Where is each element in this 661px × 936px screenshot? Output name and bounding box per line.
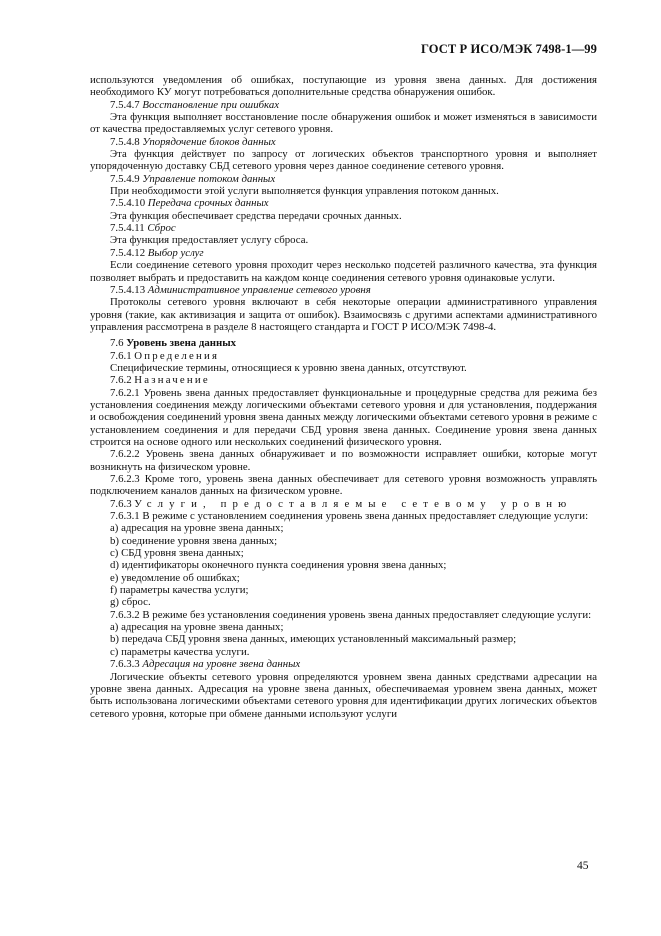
list-item: c) СБД уровня звена данных; (110, 547, 244, 560)
paragraph: Протоколы сетевого уровня включают в себя некоторые операции административного управления уровня (такие, как активизация и защита от ошибок). Взаимосвязь с другими аспектами административного управления рассмотрена в разделе 8 настоящего стандарта и ГОСТ Р ИСО/МЭК 7498-4. (90, 296, 597, 333)
section-heading-7-5-4-10 (90, 197, 597, 209)
section-heading-7-6-2 (90, 374, 597, 386)
section-number: 7.5.4.12 (110, 246, 146, 259)
section-title: Назначение (134, 374, 210, 387)
section-title: Восстановление при ошибках (142, 98, 280, 111)
section-title: Услуги, предоставляемые сетевому уровню (134, 497, 573, 510)
section-number: 7.5.4.10 (110, 197, 146, 210)
section-number: 7.6.3.3 (110, 658, 140, 671)
section-number: 7.6.1 (110, 349, 132, 362)
section-title: Управление потоком данных (142, 172, 276, 185)
section-number: 7.6.3 (110, 497, 132, 510)
running-header: ГОСТ Р ИСО/МЭК 7498-1—99 (421, 42, 597, 56)
section-heading-7-5-4-11 (90, 222, 597, 234)
list-item: b) соединение уровня звена данных; (110, 534, 278, 547)
section-number: 7.5.4.11 (110, 222, 145, 235)
section-heading-7-5-4-13 (90, 284, 597, 296)
paragraph: Специфические термины, относящиеся к уровню звена данных, отсутствуют. (110, 361, 467, 374)
list-item: e) уведомление об ошибках; (110, 571, 240, 584)
list-item: f) параметры качества услуги; (110, 584, 249, 597)
section-title: Административное управление сетевого уровня (147, 283, 371, 296)
paragraph: 7.6.2.3 Кроме того, уровень звена данных обеспечивает для сетевого уровня возможность управлять подключением каналов данных на физическом уровне. (90, 473, 597, 498)
section-number: 7.5.4.9 (110, 172, 140, 185)
list-item: b) передача СБД уровня звена данных, имеющих установленный максимальный размер; (110, 633, 517, 646)
section-title: Определения (134, 349, 220, 362)
section-heading-7-6-3 (90, 498, 597, 510)
paragraph: При необходимости этой услуги выполняется функция управления потоком данных. (110, 185, 499, 198)
section-title: Выбор услуг (147, 246, 204, 259)
list-item: g) сброс. (110, 596, 151, 609)
section-heading-7-5-4-7 (90, 99, 597, 111)
section-number: 7.5.4.7 (110, 98, 140, 111)
paragraph: Эта функция обеспечивает средства передачи срочных данных. (110, 209, 402, 222)
section-number: 7.5.4.8 (110, 135, 140, 148)
paragraph: Эта функция выполняет восстановление после обнаружения ошибок и может изменяться в зависимости от качества предоставляемых услуг сетевого уровня. (90, 111, 597, 136)
section-number: 7.6 (110, 337, 124, 350)
paragraph: 7.6.3.1 В режиме с установлением соединения уровень звена данных предоставляет следующие услуги: (110, 510, 589, 523)
paragraph: 7.6.2.2 Уровень звена данных обнаруживает и по возможности исправляет ошибки, которые могут возникнуть на физическом уровне. (90, 448, 597, 473)
paragraph: 7.6.3.2 В режиме без установления соединения уровень звена данных предоставляет следующие услуги: (110, 608, 592, 621)
section-title: Адресация на уровне звена данных (142, 658, 301, 671)
section-number: 7.5.4.13 (110, 283, 146, 296)
section-title: Передача срочных данных (147, 197, 269, 210)
section-title: Уровень звена данных (126, 337, 237, 350)
paragraph: 7.6.2.1 Уровень звена данных предоставляет функциональные и процедурные средства для режима без установления соединения между логическими объектами сетевого уровня и для установления, поддержания и освобождения соединений уровня звена данных между логическими объектами сетевого уровня в режиме с установлением соединения и для передачи СБД уровня звена данных. Соединение уровня звена данных строится на основе одного или нескольких соединений физического уровня. (90, 386, 597, 448)
paragraph: Эта функция предоставляет услугу сброса. (110, 234, 309, 247)
list-item: d) идентификаторы оконечного пункта соединения уровня звена данных; (110, 559, 447, 572)
section-heading-7-6-1 (90, 350, 597, 362)
paragraph: Если соединение сетевого уровня проходит через несколько подсетей различного качества, эта функция позволяет выбрать и предоставить на каждом конце соединения сетевого уровня одинаковые услуги. (90, 259, 597, 284)
paragraph: используются уведомления об ошибках, поступающие из уровня звена данных. Для достижения необходимого КУ могут потребоваться дополнительные средства обнаружения ошибок. (90, 74, 597, 99)
section-number: 7.6.2 (110, 374, 132, 387)
section-heading-7-5-4-12 (90, 247, 597, 259)
list-item: c) параметры качества услуги. (110, 645, 250, 658)
section-heading-7-6 (90, 337, 597, 349)
page-number: 45 (577, 860, 589, 872)
list-item: a) адресация на уровне звена данных; (110, 621, 284, 634)
section-heading-7-5-4-9 (90, 173, 597, 185)
page-body (90, 74, 597, 720)
paragraph: Эта функция действует по запросу от логических объектов транспортного уровня и выполняет упорядоченную доставку СБД сетевого уровня через данное соединение сетевого уровня. (90, 148, 597, 173)
section-heading-7-6-3-3 (90, 658, 597, 670)
section-title: Сброс (147, 222, 176, 235)
section-title: Упорядочение блоков данных (142, 135, 276, 148)
section-heading-7-5-4-8 (90, 136, 597, 148)
list-item: a) адресация на уровне звена данных; (110, 522, 284, 535)
paragraph: Логические объекты сетевого уровня определяются уровнем звена данных средствами адресации на уровне звена данных. Адресация на уровне звена данных, обеспечиваемая уровнем звена данных, может быть использована логическими объектами сетевого уровня для идентификации других логических объектов сетевого уровня, которые при обмене данными используют услуги (90, 670, 597, 720)
